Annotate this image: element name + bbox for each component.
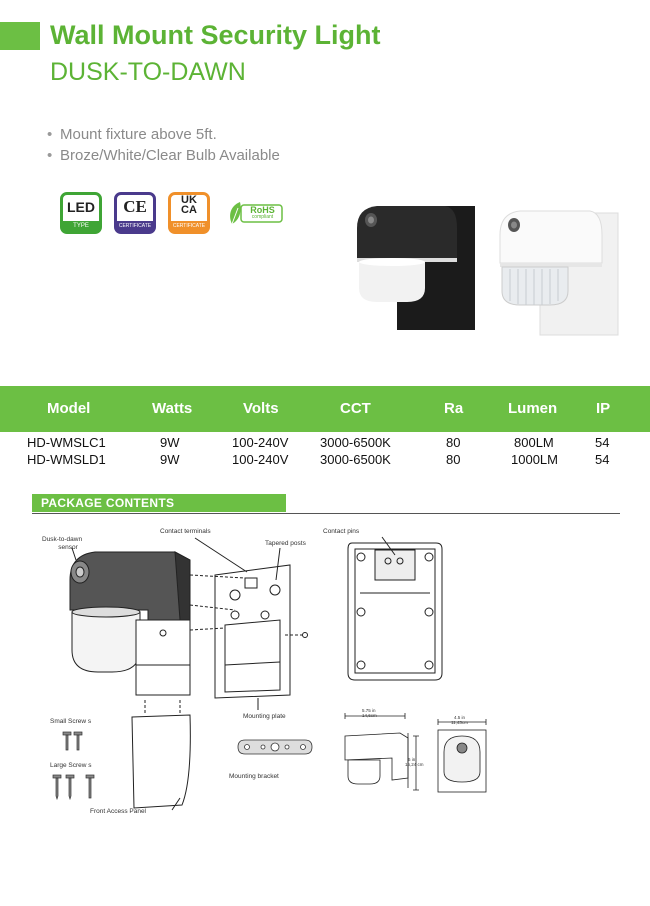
label-tapered-posts: Tapered posts	[265, 540, 306, 547]
col-header-volts: Volts	[243, 400, 279, 417]
col-header-model: Model	[47, 400, 91, 417]
table-cell: 54	[595, 452, 610, 467]
led-badge-label: LED	[67, 199, 95, 215]
table-cell: HD-WMSLD1	[27, 452, 106, 467]
front-dimension-diagram	[432, 712, 492, 802]
feature-item: • Mount fixture above 5ft.	[47, 126, 217, 143]
label-mounting-bracket: Mounting bracket	[229, 773, 279, 780]
ce-badge	[114, 192, 156, 234]
product-photo-bronze	[345, 200, 480, 335]
feature-text: Broze/White/Clear Bulb Available	[60, 147, 280, 164]
table-cell: 3000-6500K	[320, 452, 391, 467]
label-front-panel: Front Access Panel	[90, 808, 146, 815]
side-dimension-diagram	[340, 708, 430, 800]
page-title: Wall Mount Security Light	[50, 20, 381, 50]
large-screws-icon	[52, 774, 98, 800]
col-header-cct: CCT	[340, 400, 371, 417]
product-photo-white	[490, 205, 625, 340]
label-mounting-plate: Mounting plate	[243, 713, 286, 720]
table-cell: 100-240V	[232, 435, 289, 450]
label-small-screws: Small Screw s	[50, 718, 92, 725]
height-dimension-cm: 15,24 cm	[405, 762, 424, 767]
package-heading: PACKAGE CONTENTS	[41, 496, 175, 510]
label-contact-pins: Contact pins	[323, 528, 360, 535]
feature-item: • Broze/White/Clear Bulb Available	[47, 147, 280, 164]
table-cell: 3000-6500K	[320, 435, 391, 450]
divider	[32, 513, 620, 514]
table-cell: 54	[595, 435, 610, 450]
table-cell: 800LM	[514, 435, 554, 450]
mounting-bracket-icon	[235, 736, 315, 758]
table-cell: 1000LM	[511, 452, 558, 467]
label-sensor	[42, 536, 82, 552]
table-cell: HD-WMSLC1	[27, 435, 106, 450]
small-screws-icon	[62, 730, 86, 752]
table-cell: 100-240V	[232, 452, 289, 467]
depth-dimension-in: 4.5 in	[454, 715, 466, 720]
ce-badge-sub: CERTIFICATE	[118, 223, 152, 229]
page-subtitle: DUSK-TO-DAWN	[50, 58, 246, 86]
label-large-screws: Large Screw s	[50, 762, 92, 769]
table-cell: 9W	[160, 452, 180, 467]
label-sensor-line2: sensor	[58, 544, 78, 551]
feature-text: Mount fixture above 5ft.	[60, 126, 217, 143]
col-header-lumen: Lumen	[508, 400, 558, 417]
feature-list	[47, 124, 280, 166]
rohs-label: RoHS	[250, 205, 275, 215]
col-header-ip: IP	[596, 400, 611, 417]
depth-dimension-cm: 11,43cm	[451, 720, 468, 725]
label-sensor-line1: Dusk-to-dawn	[42, 536, 83, 543]
height-dimension-in: 6 in	[408, 757, 416, 762]
col-header-watts: Watts	[152, 400, 193, 417]
ce-badge-label: CE	[123, 197, 147, 216]
label-contact-terminals: Contact terminals	[160, 528, 211, 535]
rohs-sub: compliant	[251, 214, 274, 220]
table-cell: 9W	[160, 435, 180, 450]
led-badge	[60, 192, 102, 234]
ukca-badge-sub: CERTIFICATE	[172, 223, 206, 229]
title-accent-bar	[0, 22, 40, 50]
col-header-ra: Ra	[444, 400, 464, 417]
table-cell: 80	[446, 435, 461, 450]
width-dimension-in: 5.75 in	[362, 708, 376, 713]
ukca-badge-top: UK	[181, 194, 197, 206]
width-dimension-cm: 14,6cm	[362, 713, 377, 718]
ukca-badge	[168, 192, 210, 234]
back-view-diagram	[340, 535, 450, 685]
rohs-badge	[226, 200, 284, 226]
ukca-badge-bottom: CA	[181, 204, 197, 216]
table-cell: 80	[446, 452, 461, 467]
led-badge-sub: TYPE	[63, 221, 99, 231]
